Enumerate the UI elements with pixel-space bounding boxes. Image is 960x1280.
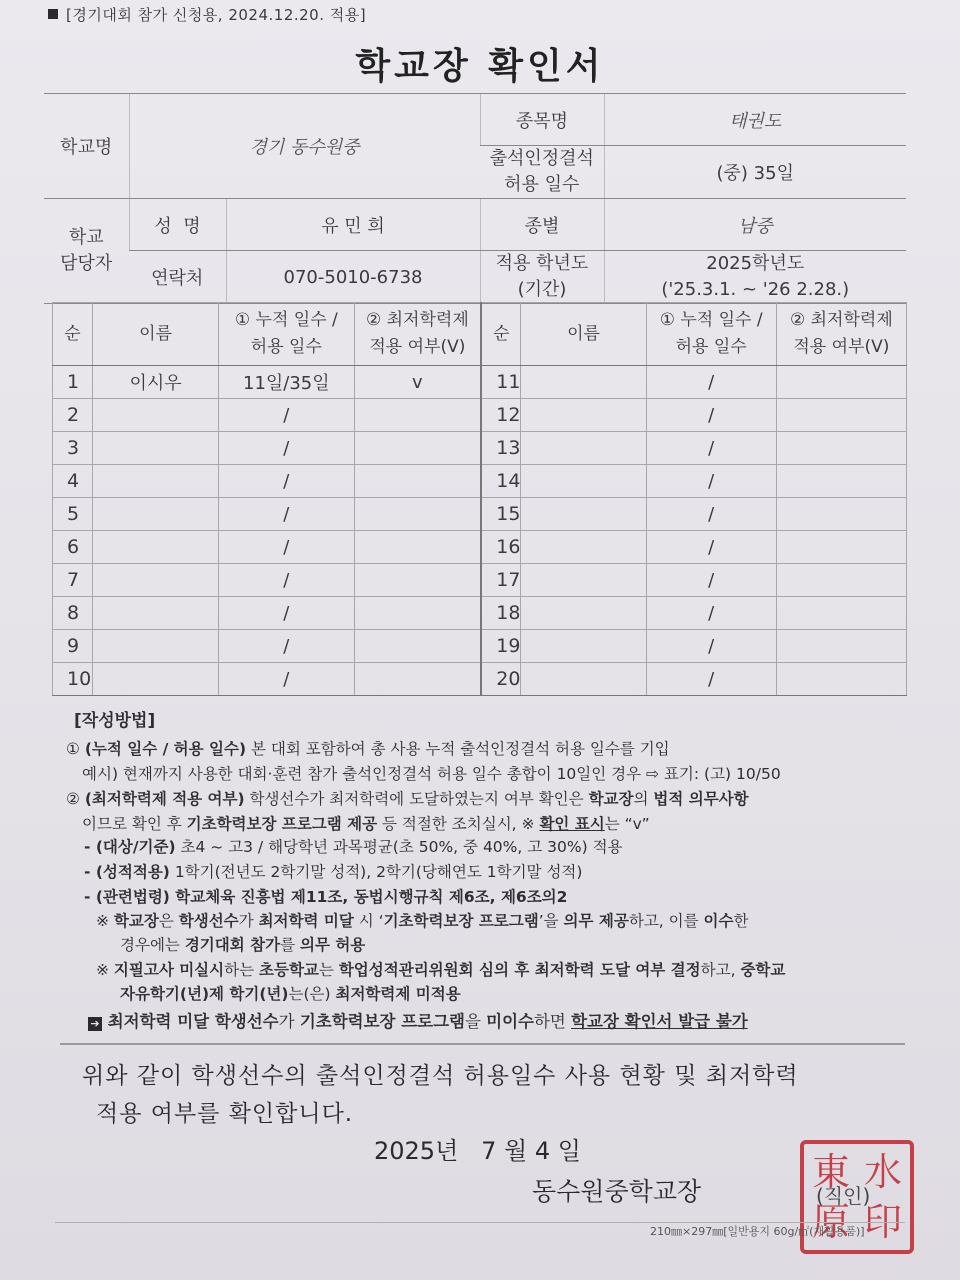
bullet-target: - (대상/기준) 초4 ~ 고3 / 해당학년 과목평균(초 50%, 중 40%, 고 30%) 적용 [84, 838, 623, 856]
row-days: / [219, 465, 354, 498]
row-name [521, 366, 646, 399]
note-1-example: 예시) 현재까지 사용한 대회·훈련 참가 출석인정결석 허용 일수 총합이 10일인 경우 ⇨ 표기: (고) 10/50 [82, 765, 781, 783]
row-days: / [219, 432, 354, 465]
row-number: 19 [481, 630, 521, 663]
col-min-header: ② 최저학력제 적용 여부(V) [354, 303, 481, 366]
row-min-check [776, 498, 906, 531]
row-name [92, 630, 218, 663]
row-min-check [776, 366, 906, 399]
row-name [92, 564, 218, 597]
row-number: 11 [481, 366, 521, 399]
table-row [53, 399, 907, 432]
table-row [53, 366, 907, 399]
manager-label: 학교 담당자 [44, 199, 129, 304]
row-days: / [646, 399, 776, 432]
year-value: 2025학년도 ('25.3.1. ~ '26 2.28.) [604, 251, 906, 304]
contact-label: 연락처 [129, 251, 226, 304]
row-name [521, 432, 646, 465]
final-warning: ➔ 최저학력 미달 학생선수가 기초학력보장 프로그램을 미이수하면 학교장 확인서 발급 불가 [88, 1008, 748, 1032]
row-days: / [219, 564, 354, 597]
row-days: / [646, 366, 776, 399]
school-name-value: 경기 동수원중 [129, 94, 480, 199]
row-name [521, 663, 646, 696]
seal-label: (직인) [816, 1184, 871, 1208]
row-min-check [776, 465, 906, 498]
row-number: 10 [53, 663, 93, 696]
category-value: 남중 [604, 199, 906, 251]
row-name [92, 498, 218, 531]
row-days: / [646, 498, 776, 531]
col-days-header: ① 누적 일수 / 허용 일수 [646, 303, 776, 366]
form-note-text: [경기대회 참가 신청용, 2024.12.20. 적용] [66, 6, 367, 24]
row-name [92, 531, 218, 564]
col-days-header: ① 누적 일수 / 허용 일수 [219, 303, 354, 366]
row-name [92, 399, 218, 432]
table-row [53, 432, 907, 465]
table-row [53, 663, 907, 696]
row-name [521, 498, 646, 531]
year-label: 적용 학년도 (기간) [480, 251, 604, 304]
row-name [521, 564, 646, 597]
note-1: ① (누적 일수 / 허용 일수) 본 대회 포함하여 총 사용 누적 출석인정결석 허용 일수를 기입 [66, 740, 670, 758]
issue-date: 2025년 7 월 4 일 [374, 1137, 581, 1165]
row-days: / [646, 663, 776, 696]
paper-size-note: 210㎜×297㎜[일반용지 60g/㎡(재활용품)] [650, 1225, 865, 1238]
row-days: / [219, 531, 354, 564]
row-name [521, 399, 646, 432]
row-name [92, 432, 218, 465]
row-min-check [354, 399, 481, 432]
athlete-rows [53, 366, 907, 696]
row-number: 17 [481, 564, 521, 597]
row-days: / [646, 564, 776, 597]
absence-label: 출석인정결석 허용 일수 [480, 146, 604, 199]
row-number: 14 [481, 465, 521, 498]
row-number: 18 [481, 597, 521, 630]
category-label: 종별 [480, 199, 604, 251]
row-days: / [219, 498, 354, 531]
absence-value: (중) 35일 [604, 146, 906, 199]
row-min-check [354, 597, 481, 630]
principal-name: 동수원중학교장 [532, 1177, 702, 1206]
row-days: / [646, 597, 776, 630]
row-number: 12 [481, 399, 521, 432]
row-min-check [776, 564, 906, 597]
row-days: / [646, 465, 776, 498]
bullet-grades: - (성적적용) 1학기(전년도 2학기말 성적), 2학기(당해연도 1학기말 성적) [84, 863, 583, 881]
row-number: 5 [53, 498, 93, 531]
remark-2-line2: 자유학기(년)제 학기(년)는(은) 최저학력제 미적용 [120, 985, 461, 1003]
row-number: 8 [53, 597, 93, 630]
row-name [92, 597, 218, 630]
document-title: 학교장 확인서 [355, 46, 605, 87]
row-days: 11일/35일 [219, 366, 354, 399]
table-row [53, 564, 907, 597]
row-number: 6 [53, 531, 93, 564]
row-min-check [354, 498, 481, 531]
row-number: 7 [53, 564, 93, 597]
row-name: 이시우 [92, 366, 218, 399]
sport-label: 종목명 [480, 94, 604, 146]
row-min-check [776, 663, 906, 696]
col-min-header: ② 최저학력제 적용 여부(V) [776, 303, 906, 366]
school-name-label: 학교명 [44, 94, 129, 199]
instructions-heading: [작성방법] [74, 711, 156, 731]
col-name-header: 이름 [92, 303, 218, 366]
row-min-check [354, 630, 481, 663]
row-number: 4 [53, 465, 93, 498]
official-seal: 東 水 原 印 [800, 1140, 914, 1254]
row-min-check [776, 597, 906, 630]
bullet-law: - (관련법령) 학교체육 진흥법 제11조, 동법시행규칙 제6조, 제6조의2 [84, 888, 568, 906]
row-min-check [776, 432, 906, 465]
row-min-check [354, 564, 481, 597]
row-min-check [776, 399, 906, 432]
row-number: 1 [53, 366, 93, 399]
row-days: / [646, 432, 776, 465]
remark-1-line2: 경우에는 경기대회 참가를 의무 허용 [120, 936, 366, 954]
table-row [53, 630, 907, 663]
note-2-line2: 이므로 확인 후 기초학력보장 프로그램 제공 등 적절한 조치실시, ※ 확인 표시는 “v” [82, 815, 650, 833]
remark-2: ※ 지필고사 미실시하는 초등학교는 학업성적관리위원회 심의 후 최저학력 도달 여부 결정하고, 중학교 [96, 961, 786, 979]
athlete-table [52, 302, 907, 696]
row-name [92, 465, 218, 498]
divider [60, 1043, 905, 1045]
remark-1: ※ 학교장은 학생선수가 최저학력 미달 시 ‘기초학력보장 프로그램’을 의무 제공하고, 이를 이수한 [96, 912, 749, 930]
table-row [53, 531, 907, 564]
row-name [521, 531, 646, 564]
row-number: 15 [481, 498, 521, 531]
row-number: 13 [481, 432, 521, 465]
row-min-check [776, 531, 906, 564]
table-row [53, 597, 907, 630]
arrow-box-icon: ➔ [88, 1017, 102, 1031]
row-min-check: v [354, 366, 481, 399]
contact-value: 070-5010-6738 [226, 251, 480, 304]
row-number: 2 [53, 399, 93, 432]
info-table [44, 93, 906, 304]
table-row [53, 465, 907, 498]
row-number: 9 [53, 630, 93, 663]
row-number: 3 [53, 432, 93, 465]
row-name [521, 465, 646, 498]
row-days: / [219, 663, 354, 696]
row-days: / [646, 630, 776, 663]
note-2: ② (최저학력제 적용 여부) 학생선수가 최저학력에 도달하였는지 여부 확인은 학교장의 법적 의무사항 [66, 790, 749, 808]
row-name [521, 597, 646, 630]
row-number: 16 [481, 531, 521, 564]
row-min-check [776, 630, 906, 663]
row-min-check [354, 465, 481, 498]
confirm-text-1: 위와 같이 학생선수의 출석인정결석 허용일수 사용 현황 및 최저학력 [82, 1063, 799, 1089]
sport-value: 태권도 [604, 94, 906, 146]
row-min-check [354, 432, 481, 465]
col-name-header: 이름 [521, 303, 646, 366]
col-no-header: 순 [53, 303, 93, 366]
row-min-check [354, 663, 481, 696]
form-note [48, 4, 366, 25]
row-name [521, 630, 646, 663]
confirm-text-2: 적용 여부를 확인합니다. [96, 1101, 354, 1127]
name-label: 성 명 [129, 199, 226, 251]
col-no-header: 순 [481, 303, 521, 366]
row-number: 20 [481, 663, 521, 696]
name-value: 유 민 희 [226, 199, 480, 251]
row-min-check [354, 531, 481, 564]
row-name [92, 663, 218, 696]
square-bullet-icon [48, 9, 58, 19]
row-days: / [219, 630, 354, 663]
row-days: / [219, 399, 354, 432]
row-days: / [219, 597, 354, 630]
row-days: / [646, 531, 776, 564]
table-row [53, 498, 907, 531]
